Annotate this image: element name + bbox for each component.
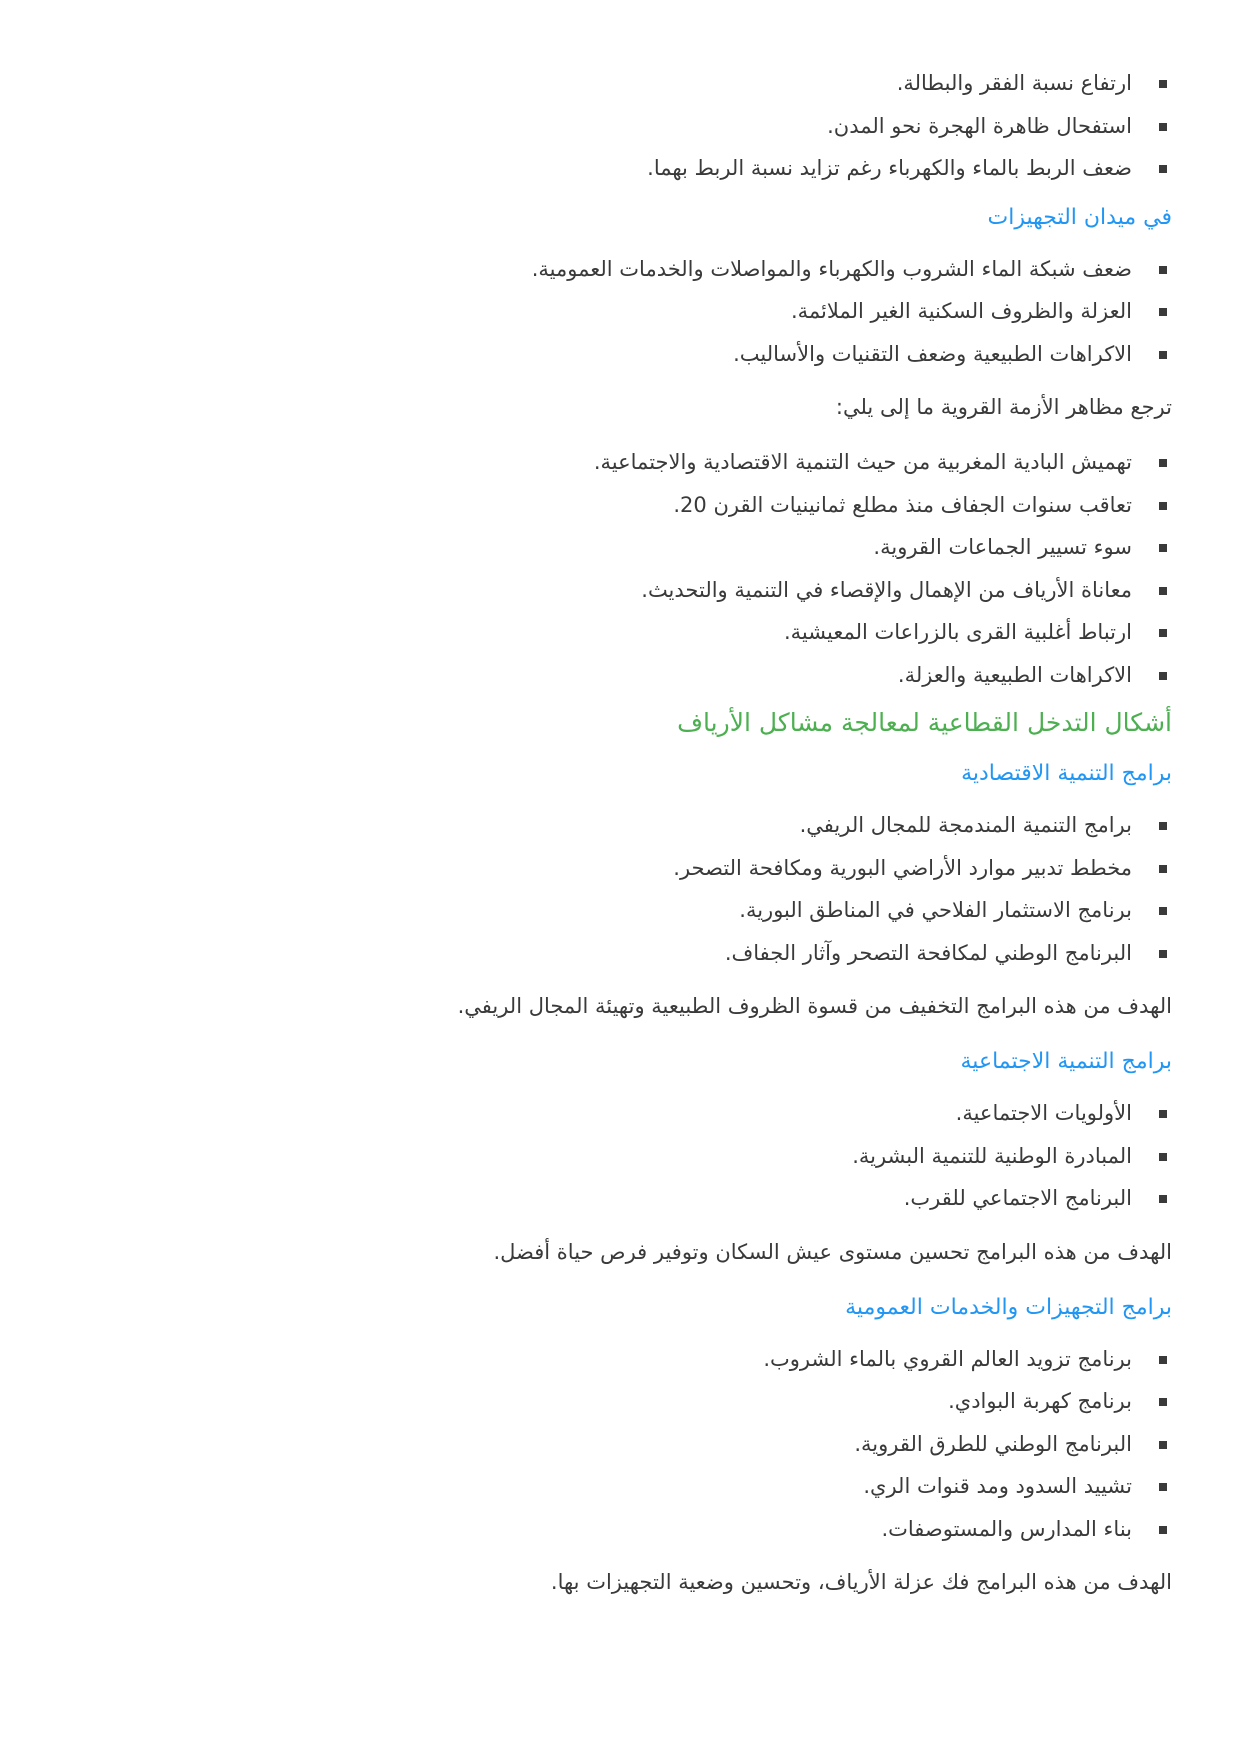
list-item: ضعف شبكة الماء الشروب والكهرباء والمواصلات والخدمات العمومية. — [62, 248, 1172, 291]
causes-intro-paragraph: ترجع مظاهر الأزمة القروية ما إلى يلي: — [835, 395, 1172, 419]
list-item: البرنامج الوطني للطرق القروية. — [62, 1423, 1172, 1466]
document-content — [62, 62, 1172, 1616]
list-item: تعاقب سنوات الجفاف منذ مطلع ثمانينيات القرن 20. — [62, 484, 1172, 527]
list-item: الاكراهات الطبيعية وضعف التقنيات والأساليب. — [62, 333, 1172, 376]
bullet-list-services — [62, 1338, 1172, 1551]
bullet-list-rural-crisis — [62, 62, 1172, 190]
list-item: سوء تسيير الجماعات القروية. — [62, 526, 1172, 569]
bullet-list-causes — [62, 441, 1172, 696]
section-heading-social: برامج التنمية الاجتماعية — [960, 1049, 1172, 1074]
goal-social-paragraph: الهدف من هذه البرامج تحسين مستوى عيش السكان وتوفير فرص حياة أفضل. — [493, 1239, 1172, 1264]
section-heading-economic: برامج التنمية الاقتصادية — [961, 761, 1172, 786]
list-item: برامج التنمية المندمجة للمجال الريفي. — [62, 804, 1172, 847]
list-item: ارتباط أغلبية القرى بالزراعات المعيشية. — [62, 611, 1172, 654]
list-item: المبادرة الوطنية للتنمية البشرية. — [62, 1135, 1172, 1178]
list-item: ارتفاع نسبة الفقر والبطالة. — [62, 62, 1172, 105]
list-item: تهميش البادية المغربية من حيث التنمية الاقتصادية والاجتماعية. — [62, 441, 1172, 484]
list-item: بناء المدارس والمستوصفات. — [62, 1508, 1172, 1551]
list-item: برنامج كهربة البوادي. — [62, 1380, 1172, 1423]
list-item: البرنامج الوطني لمكافحة التصحر وآثار الجفاف. — [62, 932, 1172, 975]
list-item: برنامج الاستثمار الفلاحي في المناطق البورية. — [62, 889, 1172, 932]
list-item: الاكراهات الطبيعية والعزلة. — [62, 654, 1172, 697]
section-heading-services: برامج التجهيزات والخدمات العمومية — [845, 1294, 1172, 1320]
bullet-list-economic — [62, 804, 1172, 974]
list-item: البرنامج الاجتماعي للقرب. — [62, 1177, 1172, 1220]
list-item: ضعف الربط بالماء والكهرباء رغم تزايد نسبة الربط بهما. — [62, 147, 1172, 190]
goal-economic-paragraph: الهدف من هذه البرامج التخفيف من قسوة الظروف الطبيعية وتهيئة المجال الريفي. — [457, 994, 1172, 1018]
list-item: مخطط تدبير موارد الأراضي البورية ومكافحة التصحر. — [62, 847, 1172, 890]
list-item: العزلة والظروف السكنية الغير الملائمة. — [62, 290, 1172, 333]
bullet-list-social — [62, 1092, 1172, 1220]
list-item: استفحال ظاهرة الهجرة نحو المدن. — [62, 105, 1172, 148]
goal-services-paragraph: الهدف من هذه البرامج فك عزلة الأرياف، وتحسين وضعية التجهيزات بها. — [550, 1570, 1172, 1594]
main-heading: أشكال التدخل القطاعية لمعالجة مشاكل الأرياف — [677, 708, 1172, 737]
section-heading-equipment: في ميدان التجهيزات — [987, 204, 1172, 230]
list-item: تشييد السدود ومد قنوات الري. — [62, 1465, 1172, 1508]
list-item: الأولويات الاجتماعية. — [62, 1092, 1172, 1135]
list-item: برنامج تزويد العالم القروي بالماء الشروب. — [62, 1338, 1172, 1381]
list-item: معاناة الأرياف من الإهمال والإقصاء في التنمية والتحديث. — [62, 569, 1172, 612]
bullet-list-equipment — [62, 248, 1172, 376]
